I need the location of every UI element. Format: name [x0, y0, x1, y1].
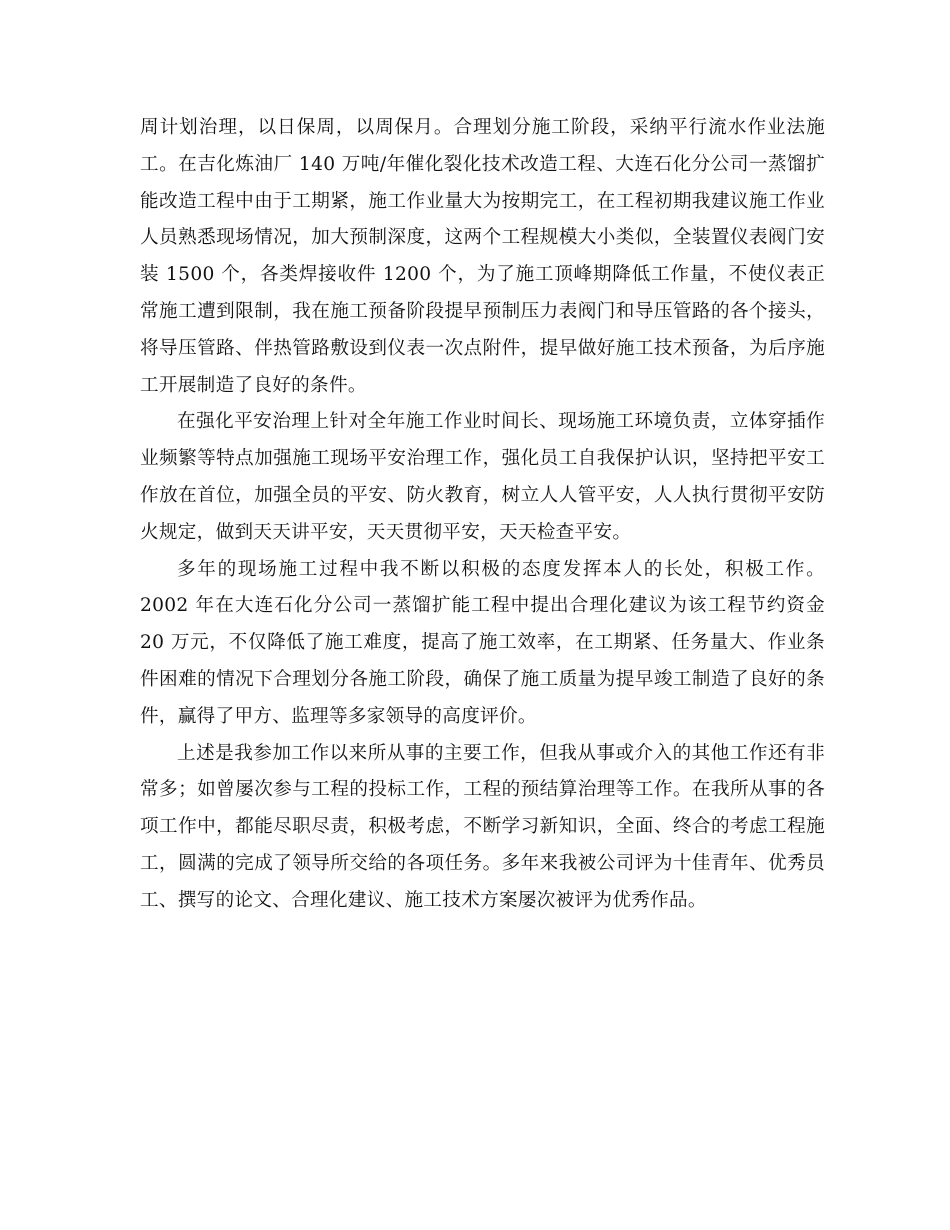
paragraph-2: 在强化平安治理上针对全年施工作业时间长、现场施工环境负责，立体穿插作业频繁等特点加强施工现场平安治理工作，强化员工自我保护认识，坚持把平安工作放在首位，加强全员的平安、防火教育，树立人人管平安，人人执行贯彻平安防火规定，做到天天讲平安，天天贯彻平安，天天检查平安。 [140, 411, 825, 543]
document-body [140, 110, 825, 920]
paragraph-4: 上述是我参加工作以来所从事的主要工作，但我从事或介入的其他工作还有非常多；如曾屡次参与工程的投标工作，工程的预结算治理等工作。在我所从事的各项工作中，都能尽职尽责，积极考虑，不断学习新知识，全面、终合的考虑工程施工，圆满的完成了领导所交给的各项任务。多年来我被公司评为十佳青年、优秀员工、撰写的论文、合理化建议、施工技术方案屡次被评为优秀作品。 [140, 742, 825, 911]
paragraph-3: 多年的现场施工过程中我不断以积极的态度发挥本人的长处，积极工作。2002 年在大连石化分公司一蒸馏扩能工程中提出合理化建议为该工程节约资金 20 万元，不仅降低了施工难度，提高了施工效率，在工期紧、任务量大、作业条件困难的情况下合理划分各施工阶段，确保了施工质量为提早竣工制造了良好的条件，赢得了甲方、监理等多家领导的高度评价。 [140, 558, 825, 727]
paragraph-1: 周计划治理，以日保周，以周保月。合理划分施工阶段，采纳平行流水作业法施工。在吉化炼油厂 140 万吨/年催化裂化技术改造工程、大连石化分公司一蒸馏扩能改造工程中由于工期紧，施工作业量大为按期完工，在工程初期我建议施工作业人员熟悉现场情况，加大预制深度，这两个工程规模大小类似，全装置仪表阀门安装 1500 个，各类焊接收件 1200 个，为了施工顶峰期降低工作量，不使仪表正常施工遭到限制，我在施工预备阶段提早预制压力表阀门和导压管路的各个接头，将导压管路、伴热管路敷设到仪表一次点附件，提早做好施工技术预备，为后序施工开展制造了良好的条件。 [140, 117, 825, 396]
